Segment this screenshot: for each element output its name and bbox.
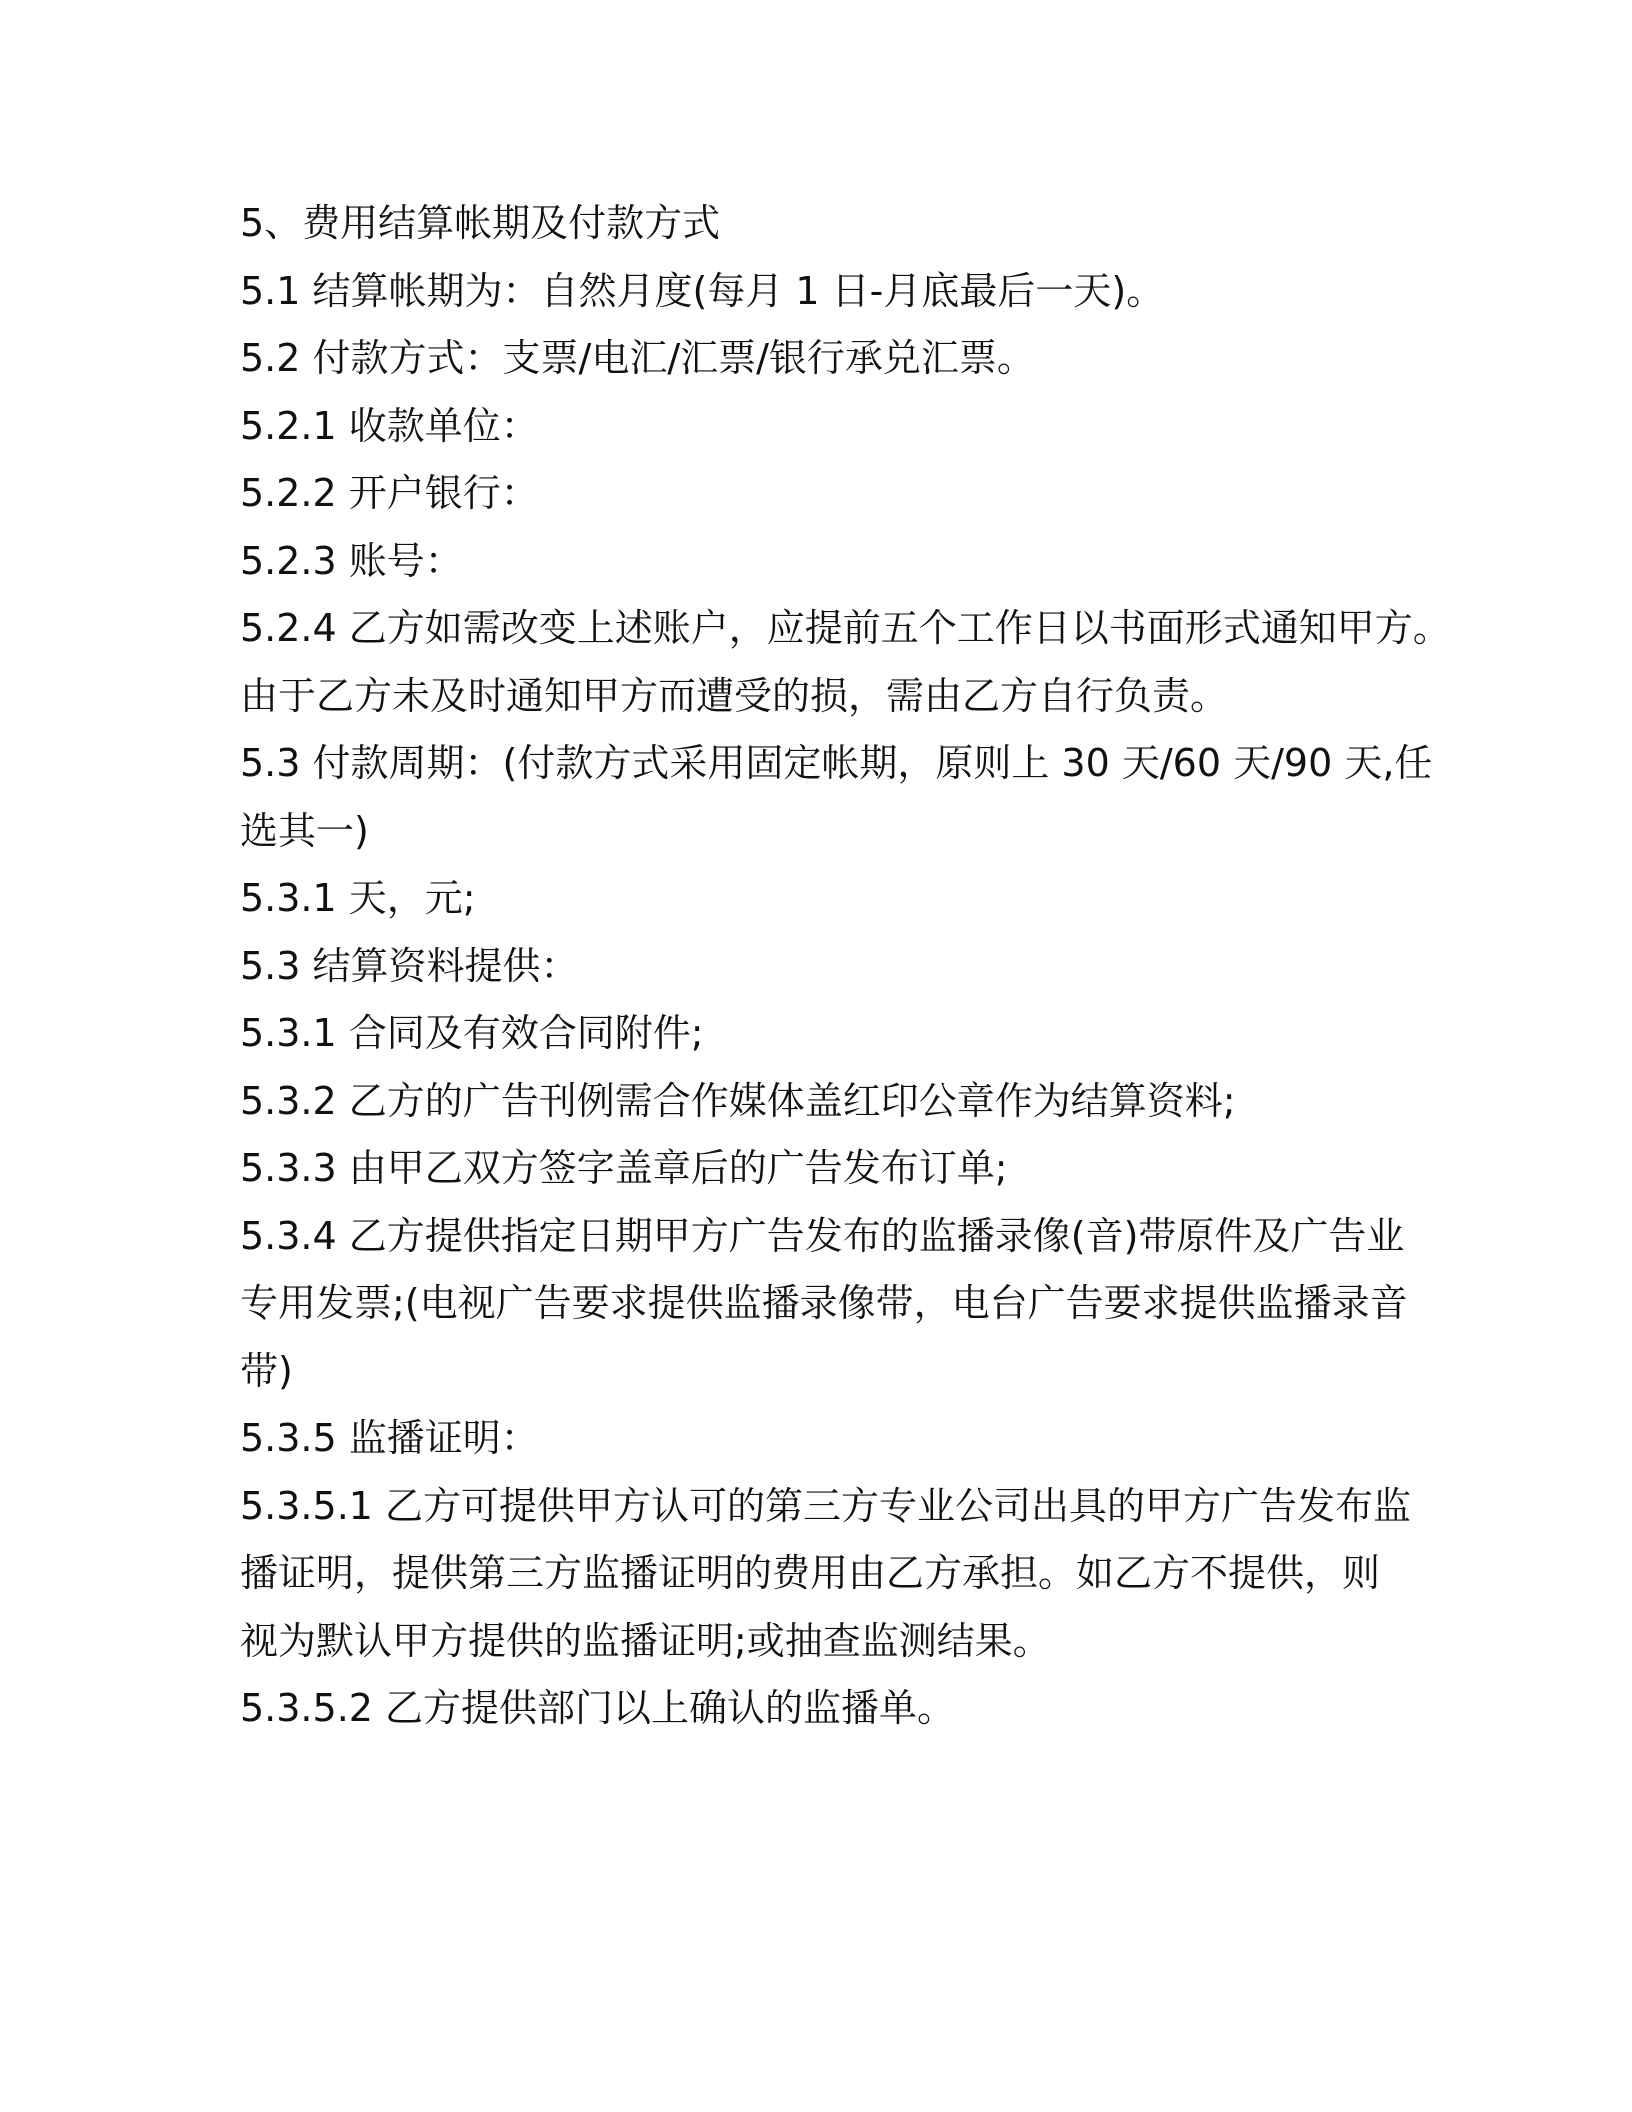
text-line: 5.3.5.2 乙方提供部门以上确认的监播单。 — [240, 1686, 956, 1730]
text-line: 5.3.4 乙方提供指定日期甲方广告发布的监播录像(音)带原件及广告业 — [240, 1213, 1405, 1258]
document-body — [240, 190, 1451, 1743]
text-line: 5.2 付款方式：支票/电汇/汇票/银行承兑汇票。 — [240, 336, 1035, 380]
section-heading: 5、费用结算帐期及付款方式 — [240, 201, 721, 245]
text-line: 5.3 结算资料提供： — [240, 943, 579, 988]
text-line: 5.3 付款周期：(付款方式采用固定帐期，原则上 30 天/60 天/90 天,任 — [240, 741, 1433, 785]
text-line: 5.3.5 监播证明： — [240, 1416, 539, 1460]
text-line: 5.3.1 合同及有效合同附件; — [240, 1011, 704, 1055]
text-line: 专用发票;(电视广告要求提供监播录像带，电台广告要求提供监播录音 — [240, 1281, 1408, 1325]
text-line: 5.3.5.1 乙方可提供甲方认可的第三方专业公司出具的甲方广告发布监 — [240, 1483, 1412, 1528]
text-line: 视为默认甲方提供的监播证明;或抽查监测结果。 — [240, 1618, 1051, 1663]
text-line: 5.3.2 乙方的广告刊例需合作媒体盖红印公章作为结算资料; — [240, 1078, 1236, 1123]
text-line: 选其一) — [240, 808, 369, 853]
text-line: 5.3.3 由甲乙双方签字盖章后的广告发布订单; — [240, 1146, 1008, 1190]
text-line: 5.2.1 收款单位： — [240, 403, 539, 448]
text-line: 带) — [240, 1348, 293, 1393]
text-line: 播证明，提供第三方监播证明的费用由乙方承担。如乙方不提供，则 — [240, 1551, 1381, 1595]
text-line: 5.2.4 乙方如需改变上述账户，应提前五个工作日以书面形式通知甲方。 — [240, 606, 1451, 650]
text-line: 5.2.3 账号： — [240, 538, 463, 583]
text-line: 5.2.2 开户银行： — [240, 471, 539, 515]
text-line: 由于乙方未及时通知甲方而遭受的损，需由乙方自行负责。 — [240, 673, 1229, 718]
text-line: 5.3.1 天，元; — [240, 876, 476, 920]
text-line: 5.1 结算帐期为：自然月度(每月 1 日-月底最后一天)。 — [240, 268, 1165, 313]
